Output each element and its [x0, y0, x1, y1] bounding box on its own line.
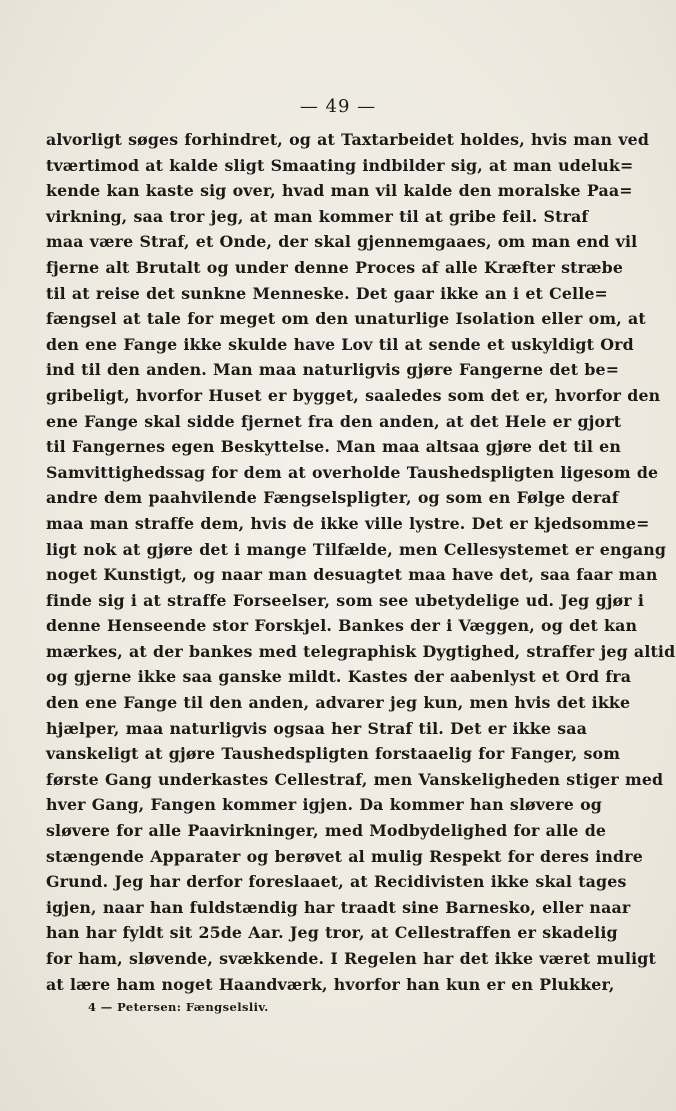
text-line: andre dem paahvilende Fængselspligter, og som en Følge deraf [46, 488, 619, 508]
text-line: finde sig i at straffe Forseelser, som see ubetydelige ud. Jeg gjør i [46, 590, 645, 610]
text-line: fængsel at tale for meget om den unaturlige Isolation eller om, at [46, 309, 646, 329]
text-line: til at reise det sunkne Menneske. Det gaar ikke an i et Celle= [46, 283, 608, 303]
text-line: første Gang underkastes Cellestraf, men Vanskeligheden stiger med [46, 769, 664, 789]
text-line: stængende Apparater og berøvet al mulig Respekt for deres indre [46, 846, 643, 866]
page-number: — 49 — [299, 96, 377, 117]
text-line: maa være Straf, et Onde, der skal gjennemgaaes, om man end vil [46, 232, 638, 252]
text-line: denne Henseende stor Forskjel. Bankes der i Væggen, og det kan [46, 616, 638, 636]
text-line: maa man straffe dem, hvis de ikke ville lystre. Det er kjedsomme= [46, 513, 650, 533]
text-line: igjen, naar han fuldstændig har traadt sine Barnesko, eller naar [46, 897, 631, 917]
text-line: til Fangernes egen Beskyttelse. Man maa altsaa gjøre det til en [46, 437, 621, 457]
text-line: Grund. Jeg har derfor foreslaaet, at Recidivisten ikke skal tages [46, 872, 627, 892]
text-line: fjerne alt Brutalt og under denne Proces af alle Kræfter stræbe [46, 257, 624, 277]
text-line: mærkes, at der bankes med telegraphisk Dygtighed, straffer jeg altid [46, 641, 676, 661]
text-line: og gjerne ikke saa ganske mildt. Kastes der aabenlyst et Ord fra [46, 667, 632, 687]
text-line: ene Fange skal sidde fjernet fra den anden, at det Hele er gjort [46, 411, 622, 431]
text-line: den ene Fange til den anden, advarer jeg kun, men hvis det ikke [46, 693, 631, 713]
text-line: for ham, sløvende, svækkende. I Regelen har det ikke været muligt [46, 949, 656, 968]
text-line: vanskeligt at gjøre Taushedspligten forstaaelig for Fanger, som [46, 744, 621, 764]
text-line: Samvittighedssag for dem at overholde Taushedspligten ligesom de [46, 462, 659, 482]
text-line: ligt nok at gjøre det i mange Tilfælde, men Cellesystemet er engang [46, 539, 667, 559]
text-line: ind til den anden. Man maa naturligvis gjøre Fangerne det be= [46, 360, 620, 380]
text-line: tværtimod at kalde sligt Smaating indbilder sig, at man udeluk= [46, 155, 634, 175]
text-line: hver Gang, Fangen kommer igjen. Da kommer han sløvere og [46, 795, 602, 815]
text-line: at lære ham noget Haandværk, hvorfor han kun er en Plukker, [46, 974, 615, 994]
text-line: sløvere for alle Paavirkninger, med Modbydelighed for alle de [46, 821, 607, 841]
text-line: virkning, saa tror jeg, at man kommer til at gribe feil. Straf [46, 206, 589, 226]
text-line: han har fyldt sit 25de Aar. Jeg tror, at Cellestraffen er skadelig [46, 923, 618, 943]
text-line: gribeligt, hvorfor Huset er bygget, saaledes som det er, hvorfor den [46, 385, 661, 405]
text-line: hjælper, maa naturligvis ogsaa her Straf til. Det er ikke saa [46, 718, 588, 738]
signature-footer: 4 — Petersen: Fængselsliv. [88, 1000, 269, 1014]
body-text [46, 127, 676, 997]
text-line: den ene Fange ikke skulde have Lov til at sende et uskyldigt Ord [46, 334, 634, 354]
text-line: noget Kunstigt, og naar man desuagtet maa have det, saa faar man [46, 565, 658, 585]
text-line: alvorligt søges forhindret, og at Taxtarbeidet holdes, hvis man ved [46, 130, 650, 149]
text-line: kende kan kaste sig over, hvad man vil kalde den moralske Paa= [46, 181, 633, 201]
